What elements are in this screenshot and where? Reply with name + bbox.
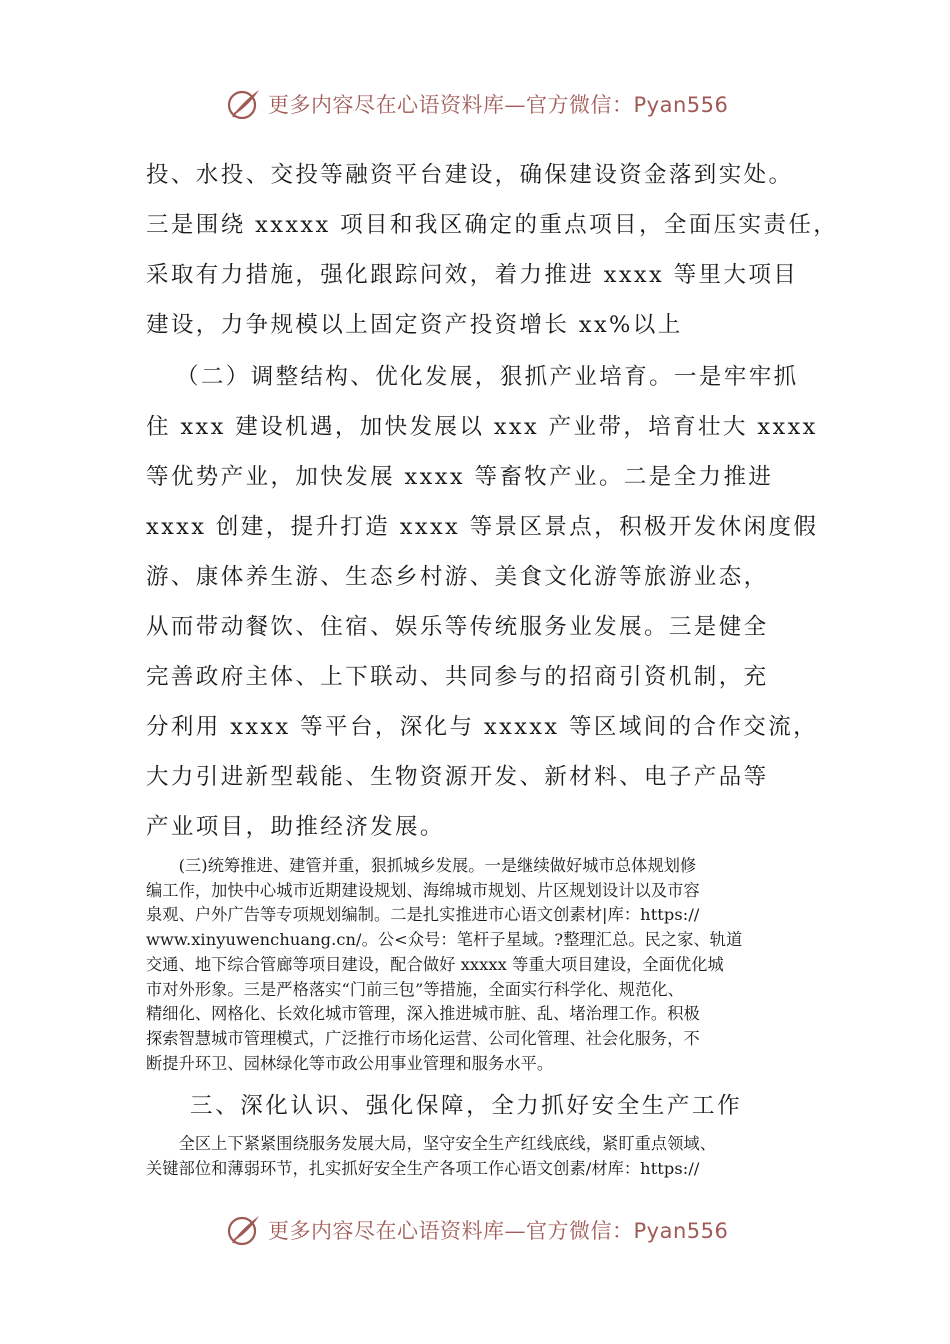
banner-text: 更多内容尽在心语资料库—官方微信：Pyan556 [268, 1219, 729, 1243]
banner-text: 更多内容尽在心语资料库—官方微信：Pyan556 [268, 93, 729, 117]
text-line: 探索智慧城市管理模式，广泛推行市场化运营、公司化管理、社会化服务，不 [146, 1028, 700, 1048]
text-line: xxxx 创建，提升打造 xxxx 等景区景点，积极开发休闲度假 [146, 514, 819, 540]
section-heading: 三、深化认识、强化保障，全力抓好安全生产工作 [190, 1093, 743, 1120]
paragraph-safety [146, 1132, 826, 1181]
text-line: www.xinyuwenchuang.cn/。公<众号：笔杆子星域。?整理汇总。民之家、轨道 [146, 930, 743, 950]
footer-watermark-banner [226, 1210, 746, 1250]
text-line: 住 xxx 建设机遇，加快发展以 xxx 产业带，培育壮大 xxxx [146, 414, 818, 440]
paragraph-industry [146, 352, 826, 852]
text-line: 采取有力措施，强化跟踪问效，着力推进 xxxx 等里大项目 [146, 262, 799, 288]
text-line: 完善政府主体、上下联动、共同参与的招商引资机制，充 [146, 664, 769, 690]
text-line: 市对外形象。三是严格落实“门前三包”等措施，全面实行科学化、规范化、 [146, 979, 684, 999]
text-line: 交通、地下综合管廊等项目建设，配合做好 xxxxx 等重大项目建设，全面优化城 [146, 954, 724, 974]
text-line: 建设，力争规模以上固定资产投资增长 xx%以上 [146, 312, 683, 338]
text-line: 投、水投、交投等融资平台建设，确保建设资金落到实处。 [146, 162, 794, 188]
text-line: 泉观、户外广告等专项规划编制。二是扎实推进市心语文创素材|库：https:// [146, 905, 700, 925]
paragraph-investment [146, 150, 839, 350]
text-line: 等优势产业，加快发展 xxxx 等畜牧产业。二是全力推进 [146, 464, 774, 490]
text-line: 三是围绕 xxxxx 项目和我区确定的重点项目，全面压实责任， [146, 212, 839, 238]
text-line: 游、康体养生游、生态乡村游、美食文化游等旅游业态， [146, 564, 769, 590]
text-line: （二）调整结构、优化发展，狠抓产业培育。一是牢牢抓 [176, 364, 799, 390]
text-line: 大力引进新型载能、生物资源开发、新材料、电子产品等 [146, 764, 769, 790]
text-line: 断提升环卫、园林绿化等市政公用事业管理和服务水平。 [146, 1053, 554, 1073]
document-body [146, 150, 839, 1182]
paragraph-urban [146, 854, 826, 1076]
text-line: 从而带动餐饮、住宿、娱乐等传统服务业发展。三是健全 [146, 614, 769, 640]
text-line: 产业项目，助推经济发展。 [146, 814, 445, 840]
header-watermark-banner [226, 84, 746, 124]
quill-logo-icon [226, 1212, 262, 1248]
quill-logo-icon [226, 86, 262, 122]
text-line: 全区上下紧紧围绕服务发展大局，坚守安全生产红线底线，紧盯重点领域、 [146, 1134, 717, 1154]
text-line: 关键部位和薄弱环节，扎实抓好安全生产各项工作心语文创素/材库：https:// [146, 1159, 700, 1179]
text-line: (三)统筹推进、建管并重，狠抓城乡发展。一是继续做好城市总体规划修 [146, 856, 697, 875]
text-line: 编工作，加快中心城市近期建设规划、海绵城市规划、片区规划设计以及市容 [146, 880, 700, 900]
text-line: 精细化、网格化、长效化城市管理，深入推进城市脏、乱、堵治理工作。积极 [146, 1004, 700, 1024]
text-line: 分利用 xxxx 等平台，深化与 xxxxx 等区域间的合作交流， [146, 714, 819, 740]
